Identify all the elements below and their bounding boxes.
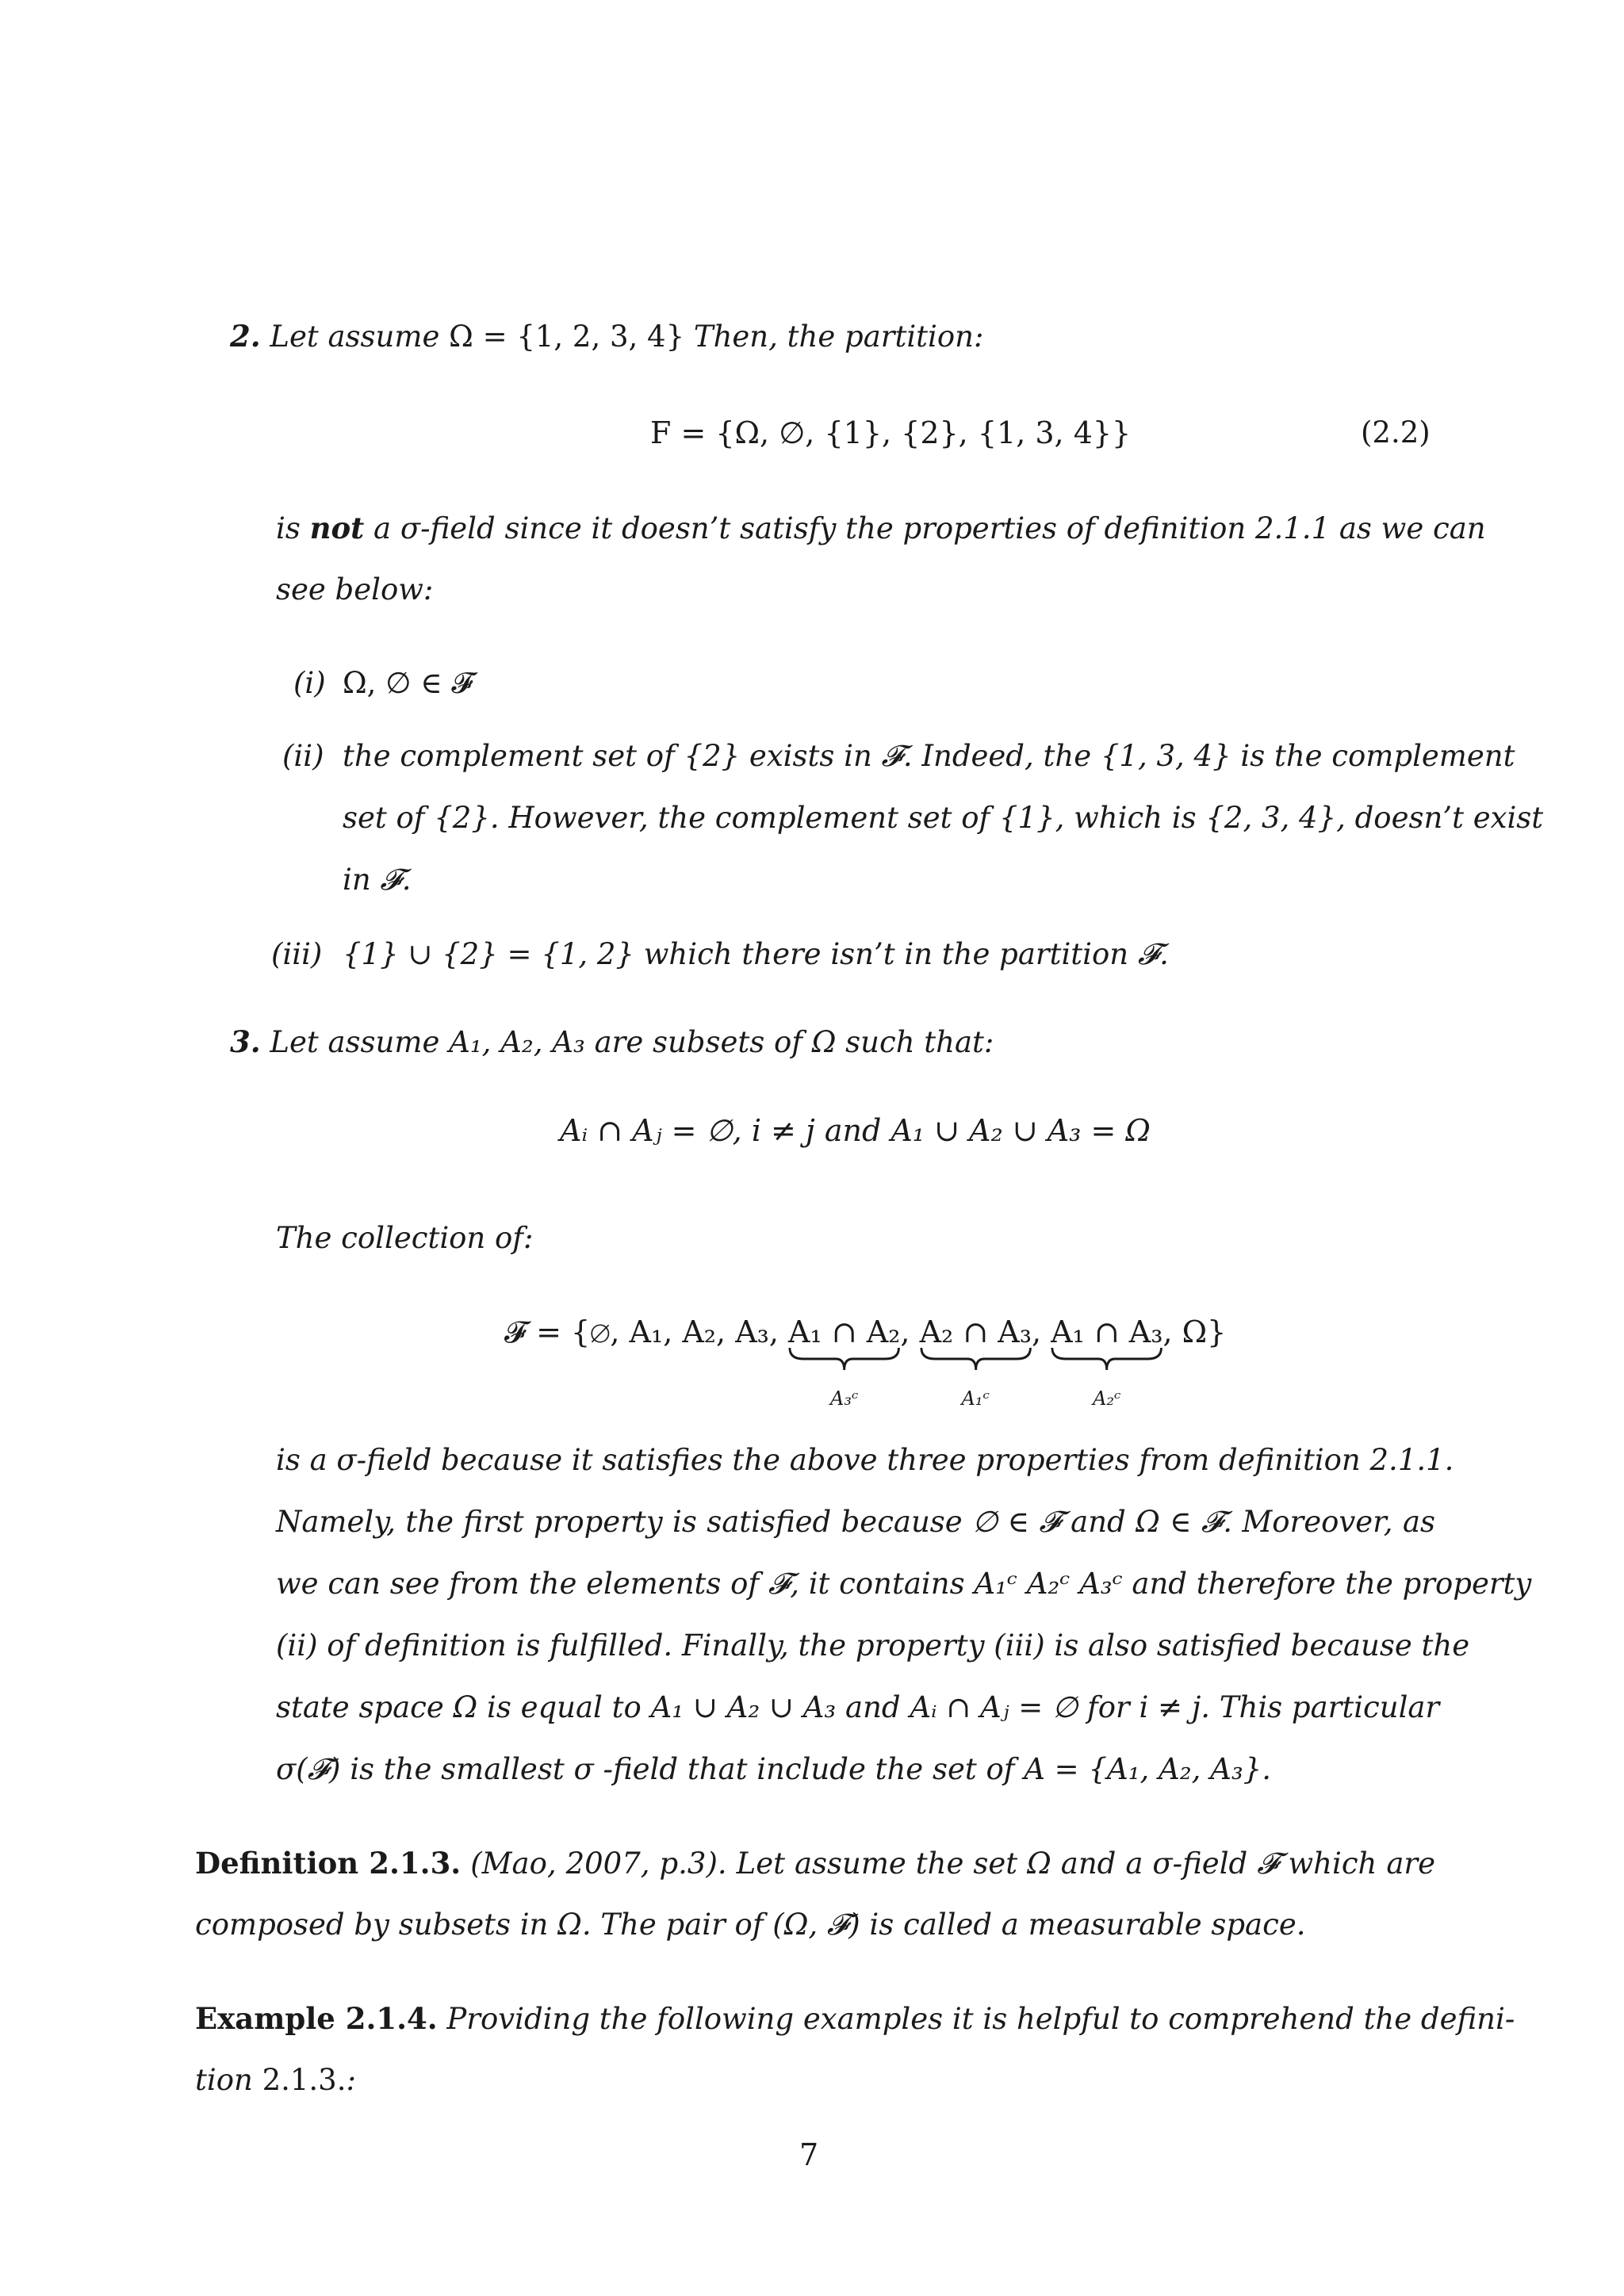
prop-iii-label: (iii) (271, 937, 323, 971)
underbrace-1 (788, 1346, 900, 1373)
prop-iii-text: {1} ∪ {2} = {1, 2} which there isn’t in the partition 𝓕. (343, 937, 1169, 971)
item3-para-line2: Namely, the first property is satisfied because ∅ ∈ 𝓕 and Ω ∈ 𝓕. Moreover, as (276, 1505, 1435, 1539)
prop-ii-line2: set of {2}. However, the complement set of {1}, which is {2, 3, 4}, doesn’t exist (343, 801, 1544, 835)
item3-para-line6: σ(𝓕) is the smallest σ -field that include the set of A = {A₁, A₂, A₃}. (276, 1752, 1271, 1786)
definition-title: Definition 2.1.3. (195, 1846, 462, 1881)
prop-ii-line1: the complement set of {2} exists in 𝓕. Indeed, the {1, 3, 4} is the complement (343, 739, 1515, 773)
underbrace-2 (920, 1346, 1032, 1373)
prop-i-text: Ω, ∅ ∈ 𝓕 (343, 666, 473, 700)
item3-para-line5: state space Ω is equal to A₁ ∪ A₂ ∪ A₃ and Aᵢ ∩ Aⱼ = ∅ for i ≠ j. This particular (276, 1690, 1440, 1724)
underbrace-2-label: A₁ᶜ (961, 1387, 990, 1410)
brace-group-2: A₂ ∩ A₃ A₁ᶜ (920, 1311, 1032, 1353)
definition-line2: composed by subsets in Ω. The pair of (Ω, 𝓕) is called a measurable space. (195, 1908, 1306, 1942)
collection-intro: The collection of: (276, 1221, 534, 1255)
prop-i-label: (i) (293, 666, 326, 700)
item3-intro: 3. Let assume A₁, A₂, A₃ are subsets of Ω such that: (230, 1024, 994, 1059)
definition-ref: 2.1.3. (262, 2063, 347, 2097)
item3-para-line3: we can see from the elements of 𝓕, it contains A₁ᶜ A₂ᶜ A₃ᶜ and therefore the property (276, 1567, 1532, 1601)
collection-equation: 𝓕 = {∅, A₁, A₂, A₃, A₁ ∩ A₂ A₃ᶜ , A₂ ∩ A₃ A₁ᶜ , A₁ ∩ A₃ A₂ᶜ , Ω} (504, 1311, 1226, 1353)
item2-desc-line2: see below: (276, 572, 434, 607)
item2-intro: 2. Let assume Ω = {1, 2, 3, 4} Then, the partition: (230, 319, 984, 354)
equation-2-2: F = {Ω, ∅, {1}, {2}, {1, 3, 4}} (650, 415, 1132, 450)
underbrace-3 (1051, 1346, 1162, 1373)
underbrace-3-label: A₂ᶜ (1093, 1387, 1121, 1410)
underbrace-1-label: A₃ᶜ (830, 1387, 859, 1410)
item3-label: 3. (230, 1024, 261, 1059)
page-number: 7 (799, 2137, 819, 2172)
definition-line1: Definition 2.1.3. (Mao, 2007, p.3). Let assume the set Ω and a σ-field 𝓕 which are (195, 1846, 1435, 1881)
item3-para-line4: (ii) of definition is fulfilled. Finally, the property (iii) is also satisfied because the (276, 1628, 1470, 1663)
brace-group-1: A₁ ∩ A₂ A₃ᶜ (788, 1311, 900, 1353)
item2-desc-line1: is not a σ-field since it doesn’t satisfy the properties of definition 2.1.1 as we can (276, 511, 1486, 545)
item2-label: 2. (230, 319, 261, 354)
example-title: Example 2.1.4. (195, 2001, 438, 2036)
prop-ii-label: (ii) (282, 739, 324, 773)
prop-ii-line3: in 𝓕. (343, 863, 412, 897)
brace-group-3: A₁ ∩ A₃ A₂ᶜ (1051, 1311, 1162, 1353)
example-line2: tion 2.1.3.: (195, 2063, 356, 2097)
example-line1: Example 2.1.4. Providing the following examples it is helpful to comprehend the defini- (195, 2001, 1515, 2036)
item3-condition: Aᵢ ∩ Aⱼ = ∅, i ≠ j and A₁ ∪ A₂ ∪ A₃ = Ω (560, 1113, 1151, 1148)
item3-para-line1: is a σ-field because it satisfies the above three properties from definition 2.1.1. (276, 1443, 1454, 1477)
equation-number: (2.2) (1361, 415, 1431, 450)
